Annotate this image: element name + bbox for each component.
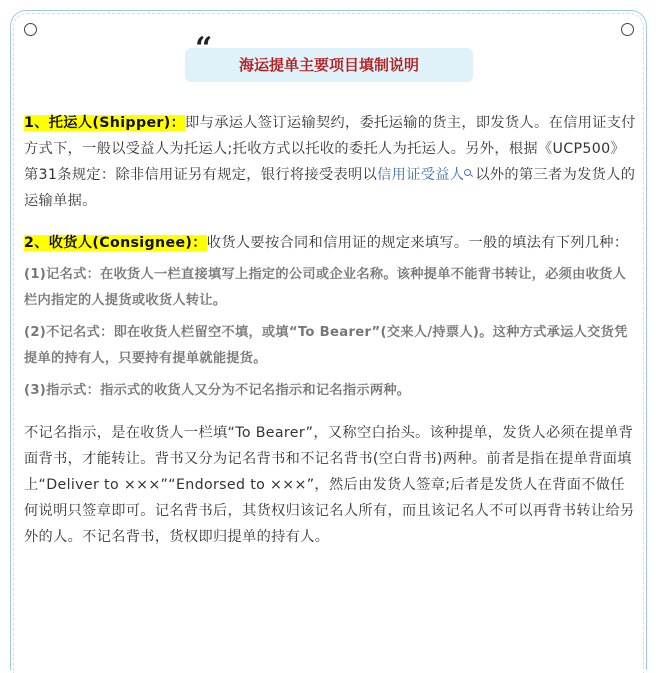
method-item-bearer: (2)不记名式：即在收货人栏留空不填，或填“To Bearer”(交来人/持票人)。这种方式承运人交货凭提单的持有人，只要持有提单就能提货。 [24,325,628,366]
shipper-text: 即与承运人签订运输契约，委托运输的货主，即发货人。在信用证支付方式下，一般以受益人为托运人;托收方式以托收的委托人为托运人。另外，根据《UCP500》第31条规定：除非信用证另有规定，银行将接受表明以 [24,115,636,183]
search-icon[interactable] [464,169,473,178]
page-title: 海运提单主要项目填制说明 [238,56,419,74]
shipper-paragraph [24,110,636,214]
method-item-order: (3)指示式：指示式的收货人又分为不记名指示和记名指示两种。 [24,383,411,398]
shipper-label: 1、托运人(Shipper)： [24,115,186,131]
consignee-text: 收货人要按合同和信用证的规定来填写。一般的填法有下列几种： [206,235,629,251]
section-title [185,31,473,82]
unnamed-order-paragraph: 不记名指示，是在收货人一栏填“To Bearer”，又称空白抬头。该种提单，发货人必须在提单背面背书，才能转让。背书又分为记名背书和不记名背书(空白背书)两种。前者是指在提单背面填上“Deliver to ×××”“Endorsed to ×××”，然后由发货人签章;后者是发货人在背面不做任何说明只签章即可。记名背书后，其货权归该记名人所有，而且该记名人不可以再背书转让给另外的人。不记名背书，货权即归提单的持有人。 [24,425,635,545]
shipper-text-after: 以外的第三者为发货人的运输单据。 [24,167,636,209]
method-item-named: (1)记名式：在收货人一栏直接填写上指定的公司或企业名称。该种提单不能背书转让，必须由收货人栏内指定的人提货或收货人转让。 [24,267,627,308]
article-body [24,110,636,550]
consignee-paragraph [24,230,636,256]
corner-circle-left [24,23,37,36]
consignee-label: 2、收货人(Consignee)： [24,235,207,251]
corner-circle-right [621,23,634,36]
quote-mark-icon: “ [195,31,213,66]
beneficiary-link[interactable]: 信用证受益人 [377,167,465,183]
